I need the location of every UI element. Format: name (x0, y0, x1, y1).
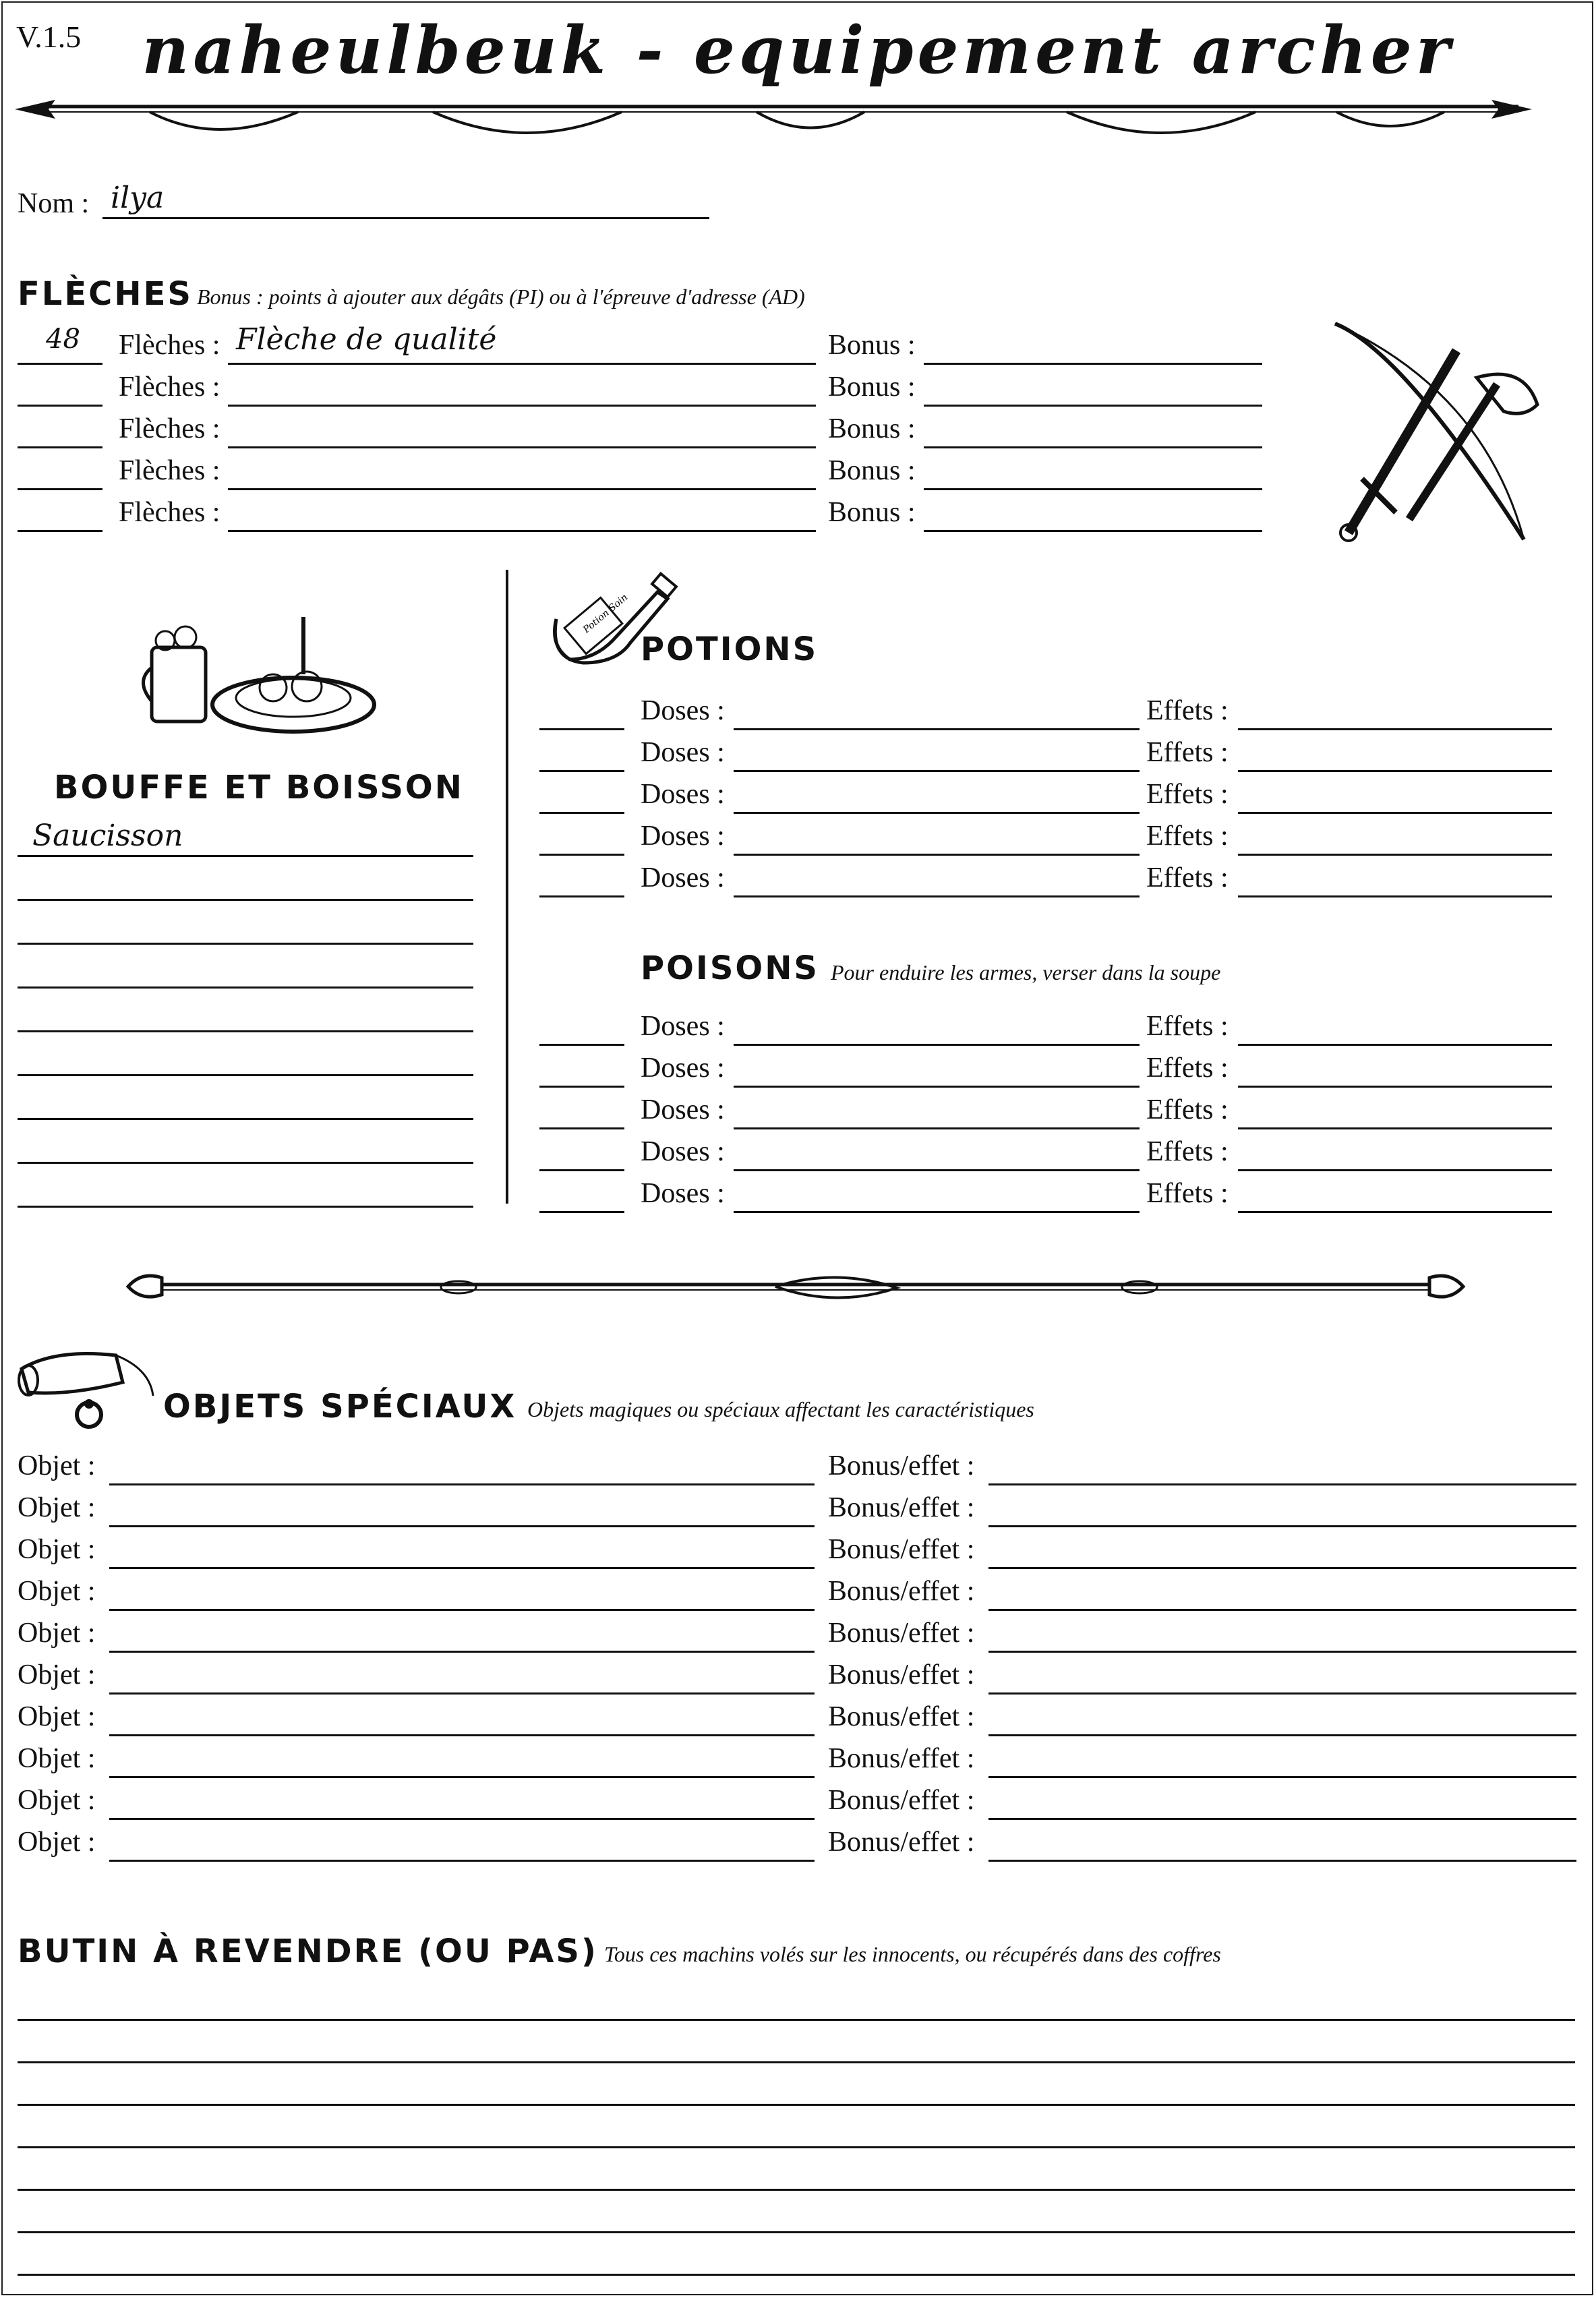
loot-section-subtitle: Tous ces machins volés sur les innocents, ou récupérés dans des coffres (604, 1942, 1221, 1966)
food-item-line[interactable] (18, 1030, 473, 1032)
potions-effects-label: Effets : (1146, 695, 1229, 726)
special-bonus-label: Bonus/effet : (828, 1827, 975, 1858)
special-object-label: Objet : (18, 1450, 96, 1481)
loot-line[interactable] (18, 2189, 1575, 2191)
potions-doses-line[interactable] (734, 812, 1140, 814)
potions-effects-label: Effets : (1146, 821, 1229, 852)
special-bonus-label: Bonus/effet : (828, 1576, 975, 1607)
potions-effects-label: Effets : (1146, 737, 1229, 768)
special-object-line[interactable] (109, 1818, 815, 1820)
scroll-ring-icon (15, 1342, 163, 1430)
special-object-label: Objet : (18, 1827, 96, 1858)
arrow-row-label: Flèches : (119, 455, 220, 486)
arrow-row-label: Flèches : (119, 497, 220, 528)
arrow-bonus-line[interactable] (924, 530, 1262, 532)
potions-effects-line[interactable] (1238, 770, 1552, 772)
potions-doses-label: Doses : (641, 695, 725, 726)
special-object-label: Objet : (18, 1534, 96, 1565)
potions-doses-line[interactable] (734, 770, 1140, 772)
poisons-quantity-line[interactable] (539, 1127, 624, 1129)
poisons-effects-label: Effets : (1146, 1011, 1229, 1042)
food-item-line[interactable] (18, 986, 473, 989)
special-object-line[interactable] (109, 1860, 815, 1862)
potions-quantity-line[interactable] (539, 895, 624, 897)
loot-line[interactable] (18, 2104, 1575, 2106)
potions-quantity-line[interactable] (539, 770, 624, 772)
loot-line[interactable] (18, 2231, 1575, 2233)
potions-section-title: POTIONS (641, 630, 819, 668)
special-bonus-line[interactable] (988, 1525, 1576, 1527)
arrow-bonus-label: Bonus : (828, 372, 916, 403)
poisons-effects-line[interactable] (1238, 1211, 1552, 1213)
potions-doses-label: Doses : (641, 737, 725, 768)
crossed-weapons-icon (1322, 310, 1564, 553)
special-object-line[interactable] (109, 1567, 815, 1569)
arrow-name-line[interactable] (228, 530, 816, 532)
arrows-section-subtitle: Bonus : points à ajouter aux dégâts (PI) ou à l'épreuve d'adresse (AD) (197, 285, 805, 309)
arrow-name-line[interactable] (228, 405, 816, 407)
poisons-doses-label: Doses : (641, 1011, 725, 1042)
special-object-label: Objet : (18, 1785, 96, 1816)
special-bonus-label: Bonus/effet : (828, 1743, 975, 1774)
loot-line[interactable] (18, 2061, 1575, 2063)
special-object-line[interactable] (109, 1483, 815, 1485)
potions-quantity-line[interactable] (539, 728, 624, 730)
poisons-quantity-line[interactable] (539, 1044, 624, 1046)
meal-icon (138, 607, 381, 735)
food-item[interactable]: Saucisson (32, 819, 183, 853)
special-object-label: Objet : (18, 1576, 96, 1607)
special-object-line[interactable] (109, 1734, 815, 1736)
poisons-doses-line[interactable] (734, 1127, 1140, 1129)
poisons-quantity-line[interactable] (539, 1086, 624, 1088)
special-bonus-label: Bonus/effet : (828, 1701, 975, 1732)
potions-quantity-line[interactable] (539, 812, 624, 814)
special-bonus-line[interactable] (988, 1818, 1576, 1820)
arrow-bonus-label: Bonus : (828, 497, 916, 528)
poisons-effects-label: Effets : (1146, 1053, 1229, 1084)
loot-section-title: BUTIN À REVENDRE (OU PAS) (18, 1933, 598, 1970)
poisons-section-title: POISONS (641, 949, 819, 987)
poisons-doses-line[interactable] (734, 1086, 1140, 1088)
poisons-doses-label: Doses : (641, 1094, 725, 1125)
special-object-line[interactable] (109, 1609, 815, 1611)
arrow-quantity-line[interactable] (18, 405, 102, 407)
arrow-quantity-line[interactable] (18, 363, 102, 365)
staff-divider-icon (128, 1261, 1463, 1308)
arrow-bonus-line[interactable] (924, 488, 1262, 490)
arrow-bonus-label: Bonus : (828, 413, 916, 444)
loot-line[interactable] (18, 2274, 1575, 2276)
loot-line[interactable] (18, 2146, 1575, 2148)
arrow-quantity[interactable]: 48 (46, 324, 80, 355)
column-divider (506, 570, 508, 1204)
special-bonus-line[interactable] (988, 1483, 1576, 1485)
poisons-effects-label: Effets : (1146, 1136, 1229, 1167)
food-item-line[interactable] (18, 1162, 473, 1164)
special-bonus-line[interactable] (988, 1567, 1576, 1569)
arrow-bonus-label: Bonus : (828, 330, 916, 361)
arrow-quantity-line[interactable] (18, 446, 102, 448)
food-item-line[interactable] (18, 855, 473, 857)
arrow-name-line[interactable] (228, 363, 816, 365)
special-bonus-label: Bonus/effet : (828, 1785, 975, 1816)
arrow-quantity-line[interactable] (18, 488, 102, 490)
poisons-quantity-line[interactable] (539, 1211, 624, 1213)
arrow-name[interactable]: Flèche de qualité (236, 322, 497, 357)
special-object-line[interactable] (109, 1692, 815, 1695)
arrow-row-label: Flèches : (119, 413, 220, 444)
special-bonus-label: Bonus/effet : (828, 1659, 975, 1690)
special-bonus-label: Bonus/effet : (828, 1492, 975, 1523)
special-object-line[interactable] (109, 1776, 815, 1778)
special-object-label: Objet : (18, 1618, 96, 1649)
poisons-effects-line[interactable] (1238, 1169, 1552, 1171)
special-bonus-line[interactable] (988, 1692, 1576, 1695)
food-item-line[interactable] (18, 899, 473, 901)
arrows-section-title: FLÈCHES (18, 275, 193, 313)
page-title: naheulbeuk - equipement archer (142, 12, 1454, 88)
potions-effects-label: Effets : (1146, 862, 1229, 893)
version-label: V.1.5 (16, 20, 82, 54)
potions-effects-line[interactable] (1238, 854, 1552, 856)
poisons-effects-line[interactable] (1238, 1086, 1552, 1088)
poisons-doses-label: Doses : (641, 1136, 725, 1167)
poisons-doses-line[interactable] (734, 1044, 1140, 1046)
poisons-effects-line[interactable] (1238, 1044, 1552, 1046)
arrow-name-line[interactable] (228, 488, 816, 490)
special-bonus-line[interactable] (988, 1609, 1576, 1611)
special-object-line[interactable] (109, 1651, 815, 1653)
name-field-line[interactable] (102, 217, 709, 219)
poisons-doses-line[interactable] (734, 1211, 1140, 1213)
poisons-section-subtitle: Pour enduire les armes, verser dans la soupe (831, 960, 1221, 984)
loot-line[interactable] (18, 2019, 1575, 2021)
special-object-label: Objet : (18, 1701, 96, 1732)
special-section-title: OBJETS SPÉCIAUX (163, 1388, 517, 1425)
special-bonus-line[interactable] (988, 1651, 1576, 1653)
potions-effects-label: Effets : (1146, 779, 1229, 810)
arrow-bonus-label: Bonus : (828, 455, 916, 486)
potions-doses-line[interactable] (734, 854, 1140, 856)
poisons-effects-line[interactable] (1238, 1127, 1552, 1129)
special-bonus-label: Bonus/effet : (828, 1534, 975, 1565)
arrow-name-line[interactable] (228, 446, 816, 448)
potions-doses-line[interactable] (734, 728, 1140, 730)
poisons-doses-line[interactable] (734, 1169, 1140, 1171)
potions-doses-label: Doses : (641, 821, 725, 852)
food-item-line[interactable] (18, 1074, 473, 1076)
potions-effects-line[interactable] (1238, 895, 1552, 897)
potions-effects-line[interactable] (1238, 812, 1552, 814)
special-bonus-line[interactable] (988, 1860, 1576, 1862)
arrow-bonus-line[interactable] (924, 405, 1262, 407)
food-item-line[interactable] (18, 1118, 473, 1120)
poisons-effects-label: Effets : (1146, 1094, 1229, 1125)
name-value[interactable]: ilya (111, 181, 165, 215)
potions-doses-label: Doses : (641, 862, 725, 893)
potions-doses-label: Doses : (641, 779, 725, 810)
arrow-row-label: Flèches : (119, 372, 220, 403)
food-section-title: BOUFFE ET BOISSON (54, 769, 464, 806)
special-bonus-label: Bonus/effet : (828, 1450, 975, 1481)
poisons-effects-label: Effets : (1146, 1178, 1229, 1209)
special-section-subtitle: Objets magiques ou spéciaux affectant les caractéristiques (527, 1397, 1034, 1421)
special-bonus-label: Bonus/effet : (828, 1618, 975, 1649)
food-item-line[interactable] (18, 943, 473, 945)
name-label: Nom : (18, 188, 90, 219)
special-bonus-line[interactable] (988, 1776, 1576, 1778)
poisons-doses-label: Doses : (641, 1053, 725, 1084)
arrow-divider-icon (15, 86, 1532, 147)
arrow-bonus-line[interactable] (924, 446, 1262, 448)
special-object-label: Objet : (18, 1743, 96, 1774)
arrow-quantity-line[interactable] (18, 530, 102, 532)
special-bonus-line[interactable] (988, 1734, 1576, 1736)
arrow-row-label: Flèches : (119, 330, 220, 361)
potion-bottle-label: Potion Soin (581, 592, 630, 636)
arrow-bonus-line[interactable] (924, 363, 1262, 365)
potions-quantity-line[interactable] (539, 854, 624, 856)
special-object-line[interactable] (109, 1525, 815, 1527)
special-object-label: Objet : (18, 1659, 96, 1690)
potions-doses-line[interactable] (734, 895, 1140, 897)
food-item-line[interactable] (18, 1206, 473, 1208)
special-object-label: Objet : (18, 1492, 96, 1523)
poisons-doses-label: Doses : (641, 1178, 725, 1209)
potions-effects-line[interactable] (1238, 728, 1552, 730)
poisons-quantity-line[interactable] (539, 1169, 624, 1171)
